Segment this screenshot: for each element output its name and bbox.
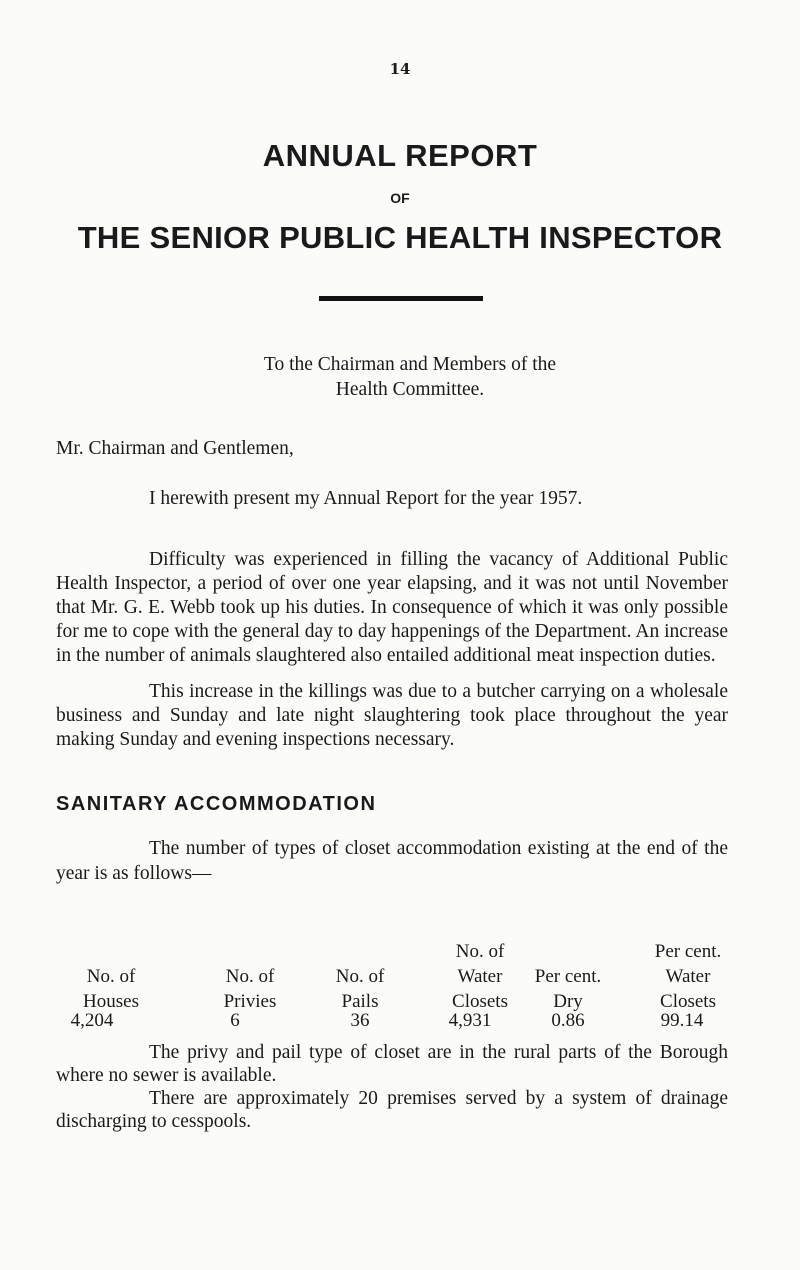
table-header: No. of Houses <box>83 966 139 1012</box>
paragraph-increase: This increase in the killings was due to a butcher carrying on a wholesale business and Sunday and late night slaughtering took place throughout the year making Sunday and evening inspections necessary. <box>56 681 728 750</box>
table-header: No. of Privies <box>223 966 277 1012</box>
section-heading: SANITARY ACCOMMODATION <box>56 793 377 815</box>
paragraph-difficulty: Difficulty was experienced in filling the vacancy of Additional Public Health Inspector, a period of over one year elapsing, and it was not until November that Mr. G. E. Webb took up his duties. In consequence of which it was only possible for me to cope with the general day to day happenings of the Department. An increase in the number of animals slaughtered also entailed additional meat inspection duties. <box>56 549 728 666</box>
table-header: Per cent. Dry <box>534 966 602 1012</box>
table-header: No. of Water Closets <box>452 941 508 1012</box>
addressee: To the Chairman and Members of the Health Committee. <box>263 354 557 400</box>
table-cell: 4,931 <box>448 1010 492 1031</box>
salutation: Mr. Chairman and Gentlemen, <box>56 438 294 459</box>
note-privy: The privy and pail type of closet are in the rural parts of the Borough where no sewer is available. <box>56 1042 728 1086</box>
table-cell: 4,204 <box>70 1010 114 1031</box>
table-cell: 6 <box>230 1010 240 1031</box>
table-header: Per cent. Water Closets <box>654 941 722 1012</box>
report-title: ANNUAL REPORT <box>262 138 538 173</box>
paragraph-intro: I herewith present my Annual Report for the year 1957. <box>149 488 583 509</box>
table-cell: 0.86 <box>551 1010 585 1031</box>
table-cell: 99.14 <box>660 1010 704 1031</box>
report-title-of: OF <box>390 190 410 206</box>
note-cesspools: There are approximately 20 premises served by a system of drainage discharging to cesspools. <box>56 1088 728 1132</box>
report-subtitle: THE SENIOR PUBLIC HEALTH INSPECTOR <box>77 220 723 255</box>
section-intro: The number of types of closet accommodation existing at the end of the year is as follows— <box>56 838 728 884</box>
table-cell: 36 <box>350 1010 370 1031</box>
page-number: 14 <box>389 60 411 78</box>
title-divider <box>319 296 483 301</box>
table-header: No. of Pails <box>335 966 385 1012</box>
